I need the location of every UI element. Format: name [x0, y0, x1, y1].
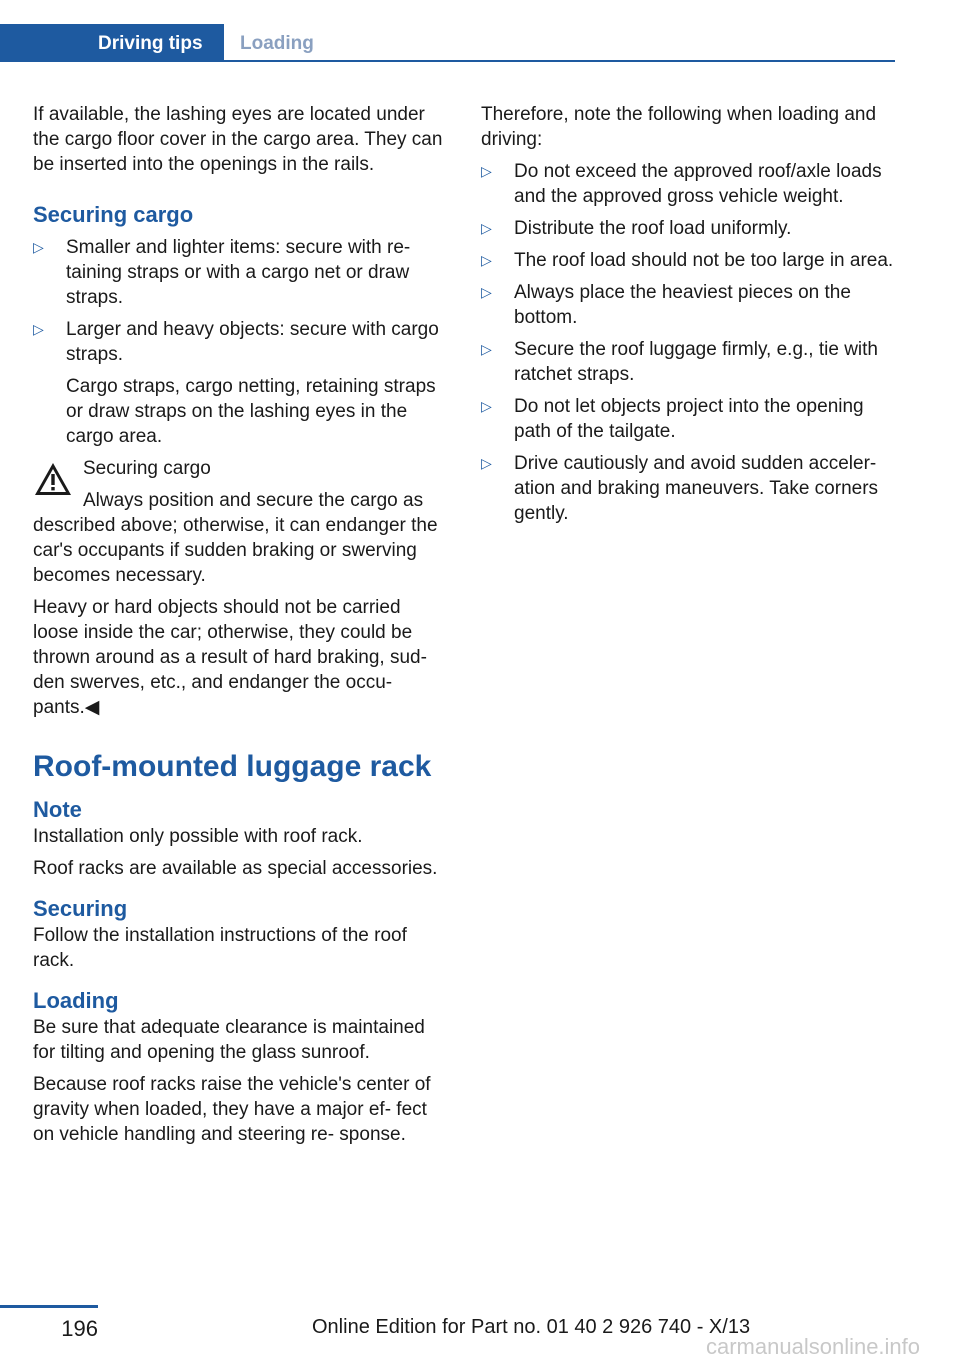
heading-loading: Loading	[33, 988, 119, 1013]
loading-paragraph-2: Because roof racks raise the vehicle's center of gravity when loaded, they have a major ef‐ fect on vehicle handling and steering re‐ sponse.	[33, 1074, 431, 1145]
bullet-icon: ▷	[481, 398, 492, 414]
heading-note: Note	[33, 797, 82, 822]
header-tabbar	[0, 24, 895, 62]
note-paragraph-2: Roof racks are available as special accessories.	[33, 858, 438, 879]
list-item: ▷ The roof load should not be too large in area.	[481, 250, 894, 271]
bullet-icon: ▷	[33, 321, 44, 337]
warning-text: Always position and secure the cargo as described above; otherwise, it can endanger the car's occupants if sudden braking or swerving becomes necessary.	[33, 490, 438, 586]
bullet-icon: ▷	[33, 239, 44, 255]
heading-securing: Securing	[33, 896, 128, 921]
footer-rule	[0, 1305, 98, 1308]
warning-text-2: Heavy or hard objects should not be carried loose inside the car; otherwise, they could be thrown around as a result of hard braking, sud‐ den swerves, etc., and endanger the occu‐ pants.◀	[33, 597, 427, 718]
watermark: carmanualsonline.info	[706, 1334, 921, 1359]
intro-paragraph: If available, the lashing eyes are located under the cargo floor cover in the cargo area. They can be inserted into the openings in the rails.	[33, 104, 443, 175]
left-column	[33, 102, 451, 1154]
bullet-icon: ▷	[481, 341, 492, 357]
roof-load-list	[481, 159, 901, 526]
loading-paragraph-1: Be sure that adequate clearance is maintained for tilting and opening the glass sunroof.	[33, 1017, 425, 1063]
header-rule	[224, 60, 895, 62]
list-item: ▷ Larger and heavy objects: secure with cargo straps.	[33, 319, 439, 365]
tab-loading[interactable]: Loading	[240, 33, 314, 54]
list-item: ▷ Smaller and lighter items: secure with re‐ taining straps or with a cargo net or draw straps.	[33, 237, 411, 308]
page-number: 196	[61, 1316, 98, 1341]
list-item: ▷ Do not exceed the approved roof/axle loads and the approved gross vehicle weight.	[481, 161, 882, 207]
warning-block	[33, 456, 451, 588]
note-paragraph-1: Installation only possible with roof rack.	[33, 826, 363, 847]
bullet-icon: ▷	[481, 455, 492, 471]
bullet-icon: ▷	[481, 163, 492, 179]
bullet-icon: ▷	[481, 284, 492, 300]
list-item: ▷ Distribute the roof load uniformly.	[481, 218, 792, 239]
list-item: ▷ Always place the heaviest pieces on the bottom.	[481, 282, 851, 328]
list-item: ▷ Secure the roof luggage firmly, e.g., tie with ratchet straps.	[481, 339, 878, 385]
edition-label: Online Edition for Part no. 01 40 2 926 740 - X/13	[312, 1316, 751, 1338]
heading-roof-rack: Roof-mounted luggage rack	[33, 750, 432, 783]
right-intro-paragraph: Therefore, note the following when loading and driving:	[481, 104, 877, 150]
list-item: ▷ Do not let objects project into the opening path of the tailgate.	[481, 396, 864, 442]
list-sub-paragraph: Cargo straps, cargo netting, retaining straps or draw straps on the lashing eyes in the cargo area.	[66, 376, 436, 447]
list-item: ▷ Drive cautiously and avoid sudden acceler‐ ation and braking maneuvers. Take corners gently.	[481, 453, 879, 524]
securing-cargo-list	[33, 235, 451, 367]
tab-driving-tips[interactable]: Driving tips	[0, 24, 224, 62]
warning-triangle-icon	[33, 460, 73, 498]
warning-title: Securing cargo	[83, 458, 211, 479]
heading-securing-cargo: Securing cargo	[33, 202, 194, 227]
securing-paragraph: Follow the installation instructions of the roof rack.	[33, 925, 407, 971]
right-column	[481, 102, 901, 533]
bullet-icon: ▷	[481, 252, 492, 268]
bullet-icon: ▷	[481, 220, 492, 236]
